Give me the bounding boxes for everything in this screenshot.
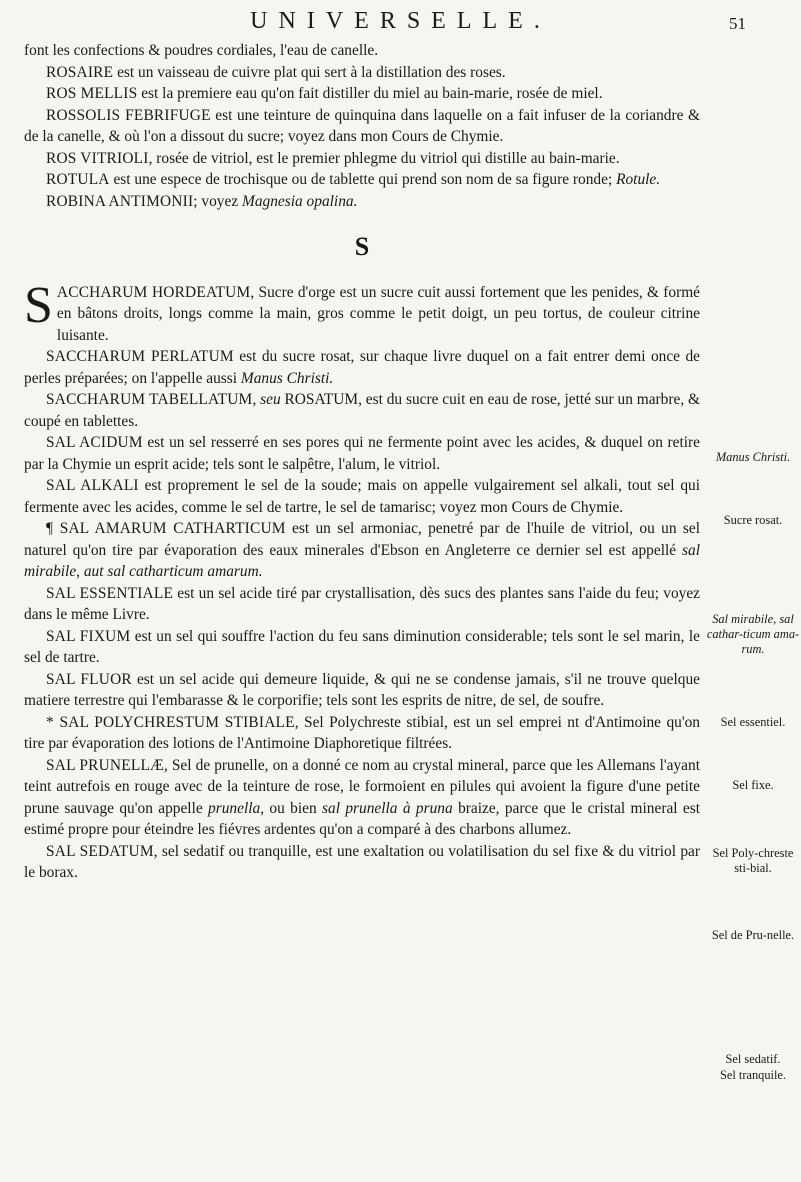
entry-rossolis: ROSSOLIS FEBRIFUGE est une teinture de quinquina dans laquelle on a fait infuser de la coriandre & de la canelle, & où l'on a dissout du sucre; voyez dans mon Cours de Chymie. — [24, 106, 700, 145]
entry-rotula: ROTULA est une espece de trochisque ou de tablette qui prend son nom de sa figure ronde; Rotule. — [46, 171, 661, 188]
entry-ros-vitrioli: ROS VITRIOLI, rosée de vitriol, est le premier phlegme du vitriol qui distille au bain-marie. — [46, 149, 620, 167]
entry-saccharum-hordeatum: SACCHARUM HORDEATUM, Sucre d'orge est un sucre cuit aussi fortement que les penides, & formé en bâtons droits, longs comme la main, gros comme le petit doigt, un peu tortus, de couleur citrine luisante. — [24, 276, 700, 344]
entry-sal-polychrestum: * SAL POLYCHRESTUM STIBIALE, Sel Polychreste stibial, est un sel emprei nt d'Antimoine qu'on tire par évaporation des lotions de l'Antimoine Diaphoretique filtrées. — [24, 713, 700, 752]
entry-ros-mellis: ROS MELLIS est la premiere eau qu'on fait distiller du miel au bain-marie, rosée de miel. — [46, 85, 603, 102]
margin-note-sel-prunelle: Sel de Pru-nelle. — [711, 928, 795, 942]
entry-saccharum-tabellatum: SACCHARUM TABELLATUM, seu ROSATUM, est du sucre cuit en eau de rose, jetté sur un marbre, & coupé en tablettes. — [24, 391, 700, 430]
margin-note-sel-fixe: Sel fixe. — [732, 778, 774, 792]
entry-sal-acidum: SAL ACIDUM est un sel resserré en ses pores qui ne fermente point avec les acides, & duquel on retire par la Chymie un esprit acide; tels sont le salpêtre, l'alum, le vitriol. — [24, 434, 701, 473]
entry-sal-essentiale: SAL ESSENTIALE est un sel acide tiré par crystallisation, dès sucs des plantes sans l'aide du feu; voyez dans le même Livre. — [24, 584, 700, 623]
margin-note-sel-polychreste: Sel Poly-chreste sti-bial. — [712, 846, 794, 875]
margin-note-sel-sedatif: Sel sedatif. — [725, 1052, 781, 1066]
entry-sal-fluor: SAL FLUOR est un sel acide qui demeure liquide, & qui ne se condense jamais, s'il ne trouve quelque matiere terrestre qui l'embarasse & le corporifie; tels sont les esprits de nitre, de sel, de soufre. — [24, 670, 700, 709]
entry-continuation: font les confections & poudres cordiales, l'eau de canelle. — [24, 42, 379, 59]
drop-cap: S — [24, 276, 53, 334]
entry-sal-amarum: ¶ SAL AMARUM CATHARTICUM est un sel armoniac, penetré par de l'huile de vitriol, ou un sel naturel qu'on tire par évaporation des eaux minerales d'Ebson en Angleterre ce dernier sel est appellé sal mirabile, aut sal catharticum amarum. — [24, 520, 701, 580]
page-number: 51 — [729, 14, 746, 33]
entry-robina: ROBINA ANTIMONII; voyez Magnesia opalina. — [46, 192, 358, 210]
margin-note-sel-tranquille: Sel tranquile. — [719, 1068, 787, 1082]
section-letter: S — [354, 232, 370, 261]
entry-sal-fixum: SAL FIXUM est un sel qui souffre l'action du feu sans diminution considerable; tels sont le sel marin, le sel de tartre. — [24, 627, 700, 666]
main-column — [24, 40, 700, 884]
entry-sal-prunellae: SAL PRUNELLÆ, Sel de prunelle, on a donné ce nom au crystal mineral, parce que les Allemans l'ayant teint autrefois en rouge avec de la teinture de rose, le formoient en pilules qui avoient la figure d'une petite prune sauvage qu'on appelle prunella, ou bien sal prunella à pruna braize, parce que le cristal mineral est estimé propre pour éteindre les fiévres ardentes qu'on a comparé à des charbons allumez. — [24, 756, 701, 838]
entry-rosaire: ROSAIRE est un vaisseau de cuivre plat qui sert à la distillation des roses. — [46, 63, 506, 81]
margin-note-manus-christi: Manus Christi. — [715, 450, 791, 464]
entry-saccharum-perlatum: SACCHARUM PERLATUM est du sucre rosat, sur chaque livre duquel on a fait entrer demi once de perles préparées; on l'appelle aussi Manus Christi. — [24, 348, 701, 387]
entry-sal-alkali: SAL ALKALI est proprement le sel de la soude; mais on appelle vulgairement sel alkali, tout sel qui fermente avec les acides, comme le sel de tartre, le sel de tamarisc; voyez mon Cours de Chymie. — [24, 477, 700, 516]
entry-sal-sedatum: SAL SEDATUM, sel sedatif ou tranquille, est une exaltation ou volatilisation du sel fixe & du vitriol par le borax. — [24, 842, 700, 881]
margin-note-sel-essentiel: Sel essentiel. — [720, 715, 786, 729]
margin-note-sal-mirabile: Sal mirabile, sal cathar-ticum ama-rum. — [706, 612, 800, 656]
running-head: UNIVERSELLE. — [250, 8, 551, 34]
margin-note-sucre-rosat: Sucre rosat. — [723, 513, 783, 527]
